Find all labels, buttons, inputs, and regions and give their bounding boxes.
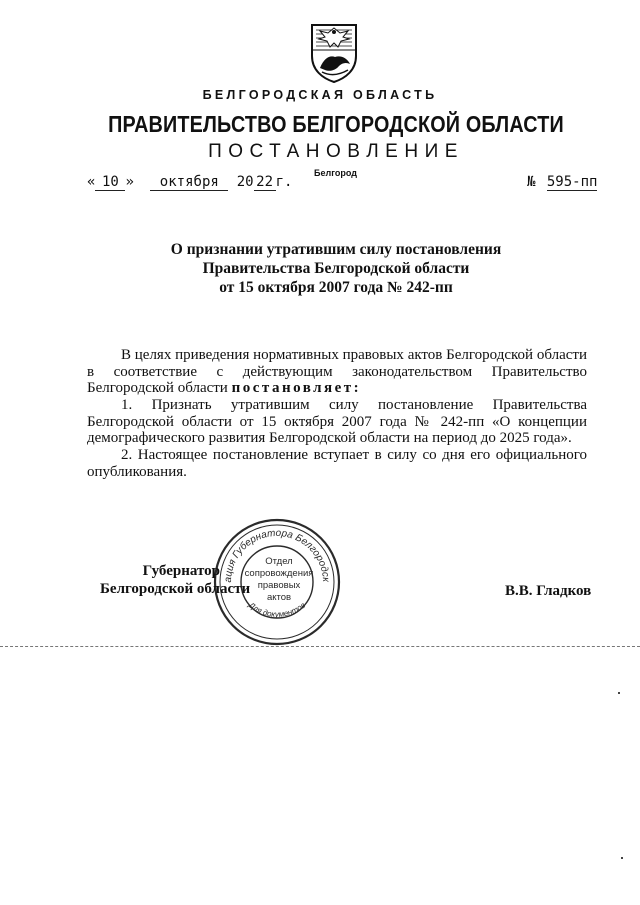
stamp-center-line: Отдел	[265, 556, 293, 567]
document-heading	[0, 240, 640, 297]
number-prefix: №	[527, 174, 536, 190]
region-name: БЕЛГОРОДСКАЯ ОБЛАСТЬ	[202, 88, 438, 102]
date-year-mark: г.	[275, 174, 293, 190]
signer-position	[100, 562, 251, 598]
date-month: октября	[150, 175, 228, 191]
date-year-suffix: 22	[254, 175, 276, 191]
signer-name: В.В. Гладков	[505, 583, 592, 599]
document-number	[527, 174, 597, 190]
preamble-paragraph	[87, 347, 587, 397]
document-type: ПОСТАНОВЛЕНИЕ	[208, 141, 464, 162]
date-year-prefix: 20	[236, 174, 254, 190]
stamp-ring-text: ация Губернатора Белгородск	[222, 527, 332, 583]
signer-position-line: Губернатор	[142, 563, 220, 579]
stamp-ring-bottom-text: Для документов	[246, 600, 308, 619]
signer-position-line: Белгородской области	[100, 581, 251, 597]
heading-line: Правительства Белгородской области	[202, 260, 470, 277]
stamp-center-line: сопровождения	[244, 568, 314, 579]
document-date	[87, 174, 292, 191]
stamp-center-line: правовых	[257, 580, 301, 591]
coat-of-arms-icon	[308, 22, 360, 84]
heading-line: от 15 октября 2007 года № 242-пп	[219, 279, 453, 296]
preamble-text: В целях приведения нормативных правовых актов Белгородской области в соответствие с действующим законодательством Правительство Белгородской области	[87, 347, 587, 396]
item-2-paragraph: 2. Настоящее постановление вступает в силу со дня его официального опубликования.	[87, 447, 587, 480]
government-title: ПРАВИТЕЛЬСТВО БЕЛГОРОДСКОЙ ОБЛАСТИ	[108, 111, 564, 137]
scan-mark	[618, 692, 620, 694]
number-value: 595-пп	[546, 174, 598, 190]
stamp-center-line: актов	[266, 592, 292, 603]
page-divider	[0, 646, 640, 647]
date-day: 10	[95, 175, 125, 191]
item-1-paragraph: 1. Признать утратившим силу постановление Правительства Белгородской области от 15 октября 2007 года № 242-пп «О концепции демографического развития Белгородской области на период до 2025 года».	[87, 397, 587, 446]
date-close-quote: »	[125, 174, 134, 190]
resolves-word: постановляет:	[231, 380, 362, 396]
scan-mark	[621, 857, 623, 859]
date-open-quote: «	[87, 174, 96, 190]
city-name: Белгород	[314, 168, 357, 178]
heading-line: О признании утратившим силу постановления	[170, 241, 502, 258]
